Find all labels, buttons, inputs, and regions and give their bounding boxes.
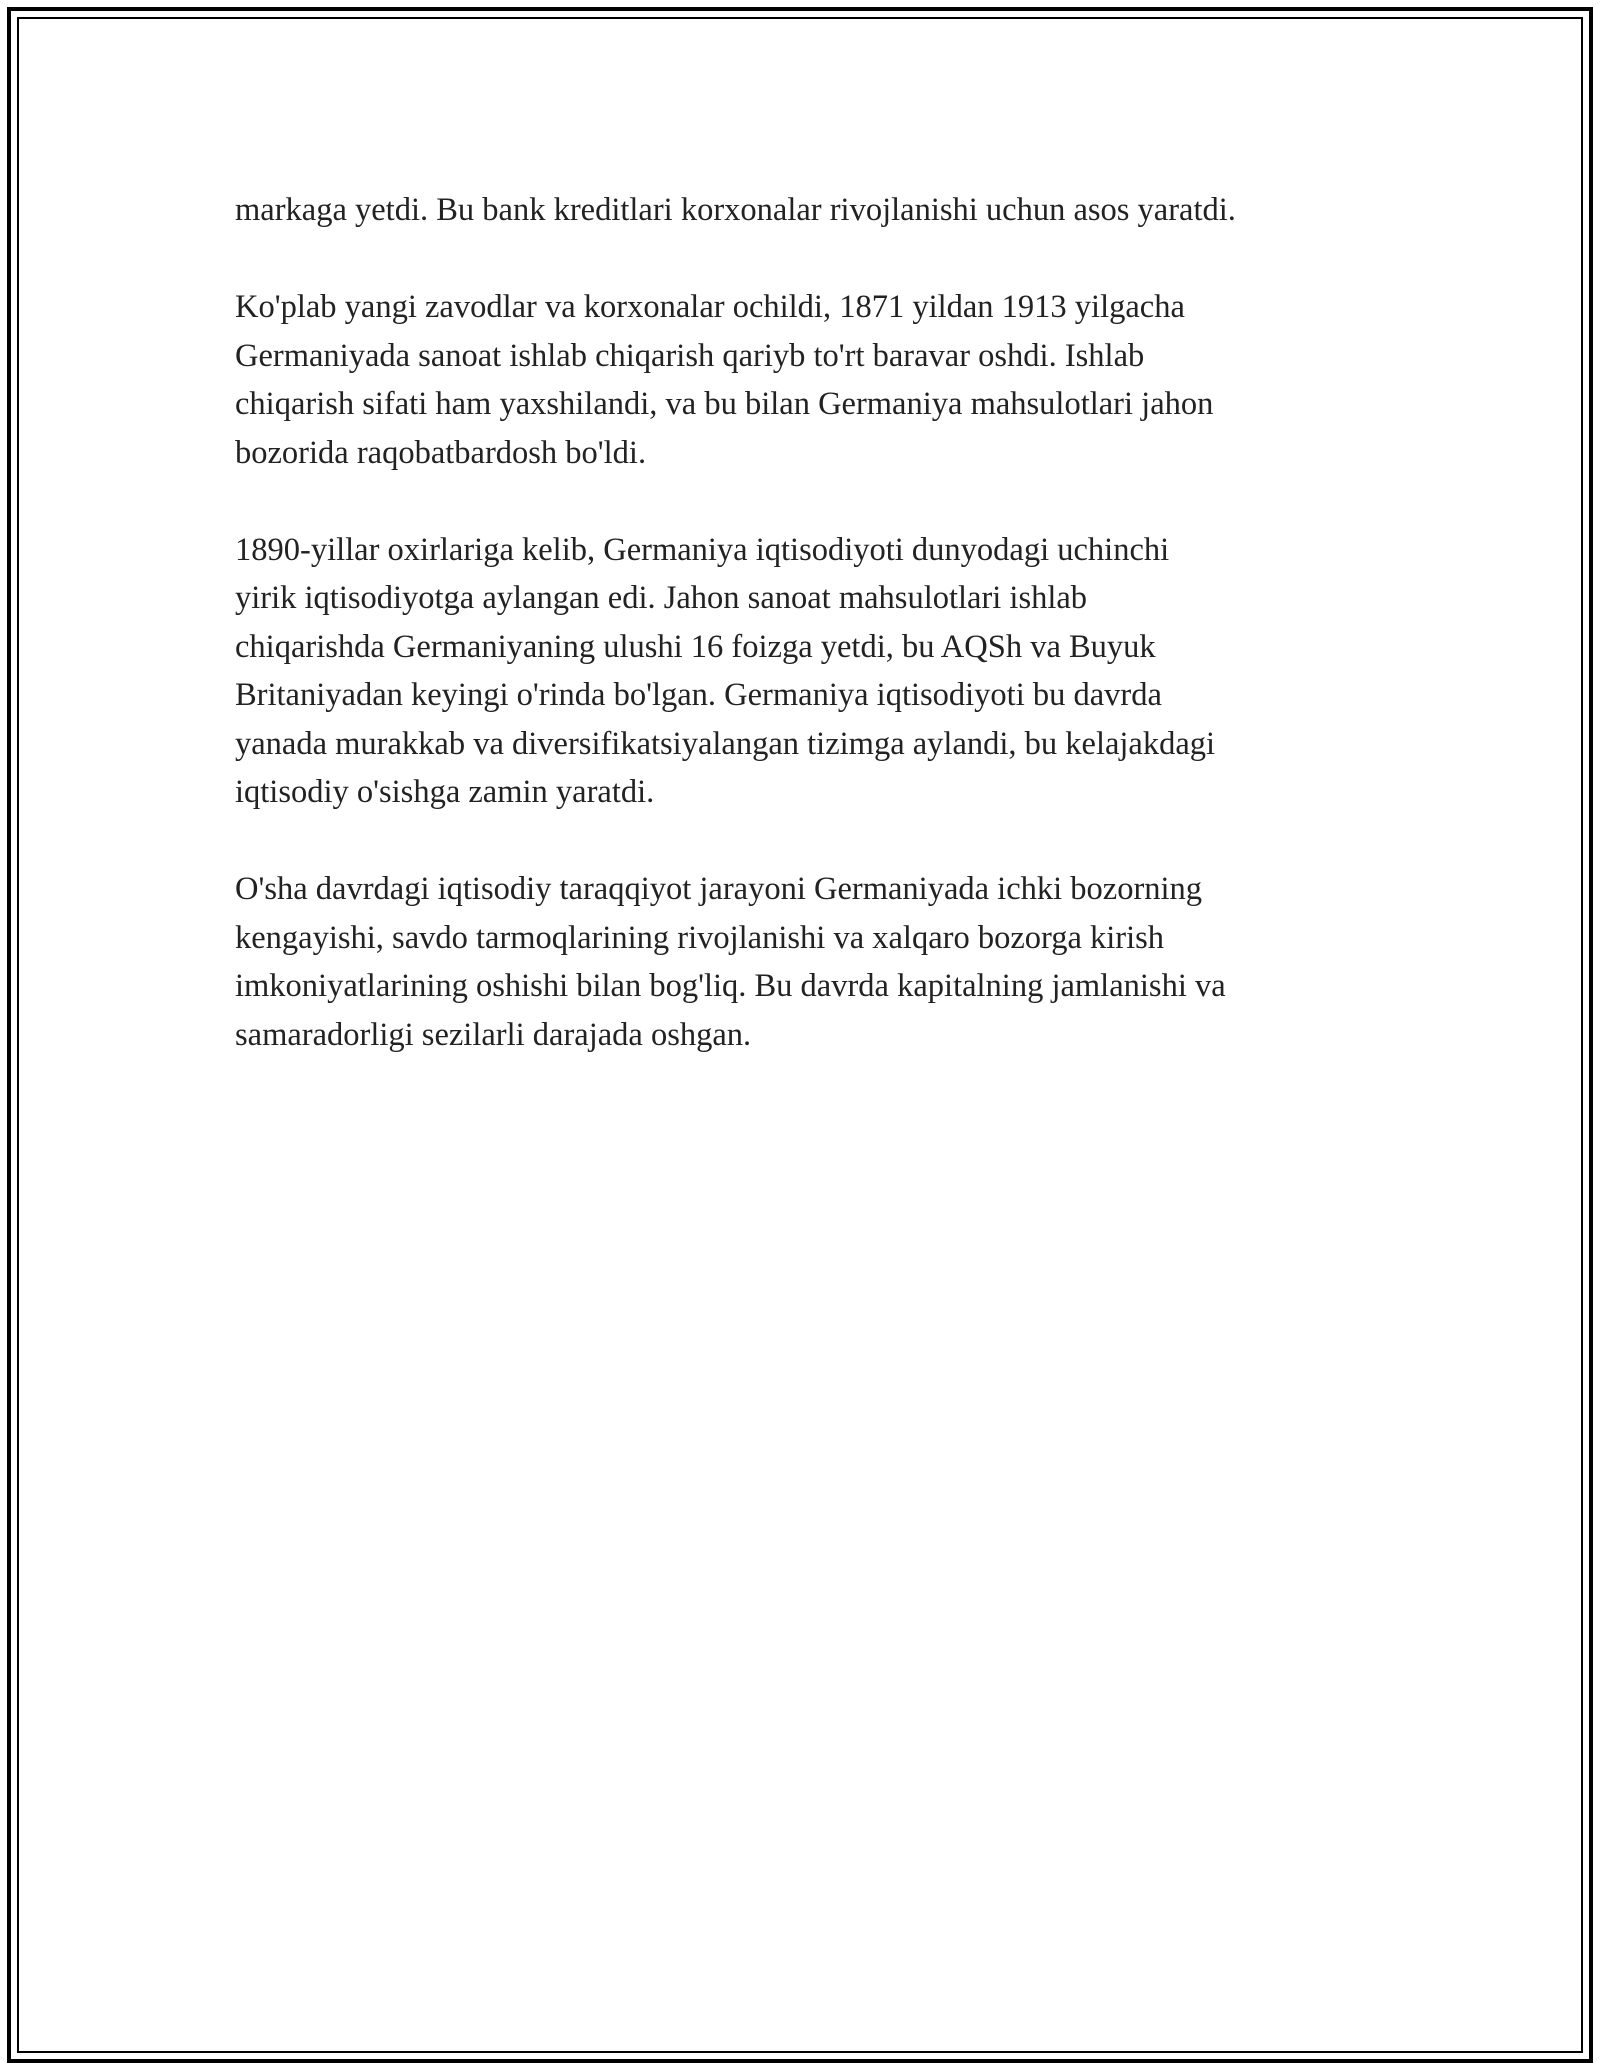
paragraph-3: 1890-yillar oxirlariga kelib, Germaniya iqtisodiyoti dunyodagi uchinchi yirik iqtisodiyotga aylangan edi. Jahon sanoat mahsulotlari ishlab chiqarishda Germaniyaning ulushi 16 foizga yetdi, bu AQSh va Buyuk Britaniyadan keyingi o'rinda bo'lgan. Germaniya iqtisodiyoti bu davrda yanada murakkab va diversifikatsiyalangan tizimga aylandi, bu kelajakdagi iqtisodiy o'sishga zamin yaratdi. [235,531,1216,810]
paragraph-1: markaga yetdi. Bu bank kreditlari korxonalar rivojlanishi uchun asos yaratdi. [235,192,1236,228]
paragraph-4: O'sha davrdagi iqtisodiy taraqqiyot jarayoni Germaniyada ichki bozorning kengayishi, savdo tarmoqlarining rivojlanishi va xalqaro bozorga kirish imkoniyatlarining oshishi bilan bog'liq. Bu davrda kapitalning jamlanishi va samaradorligi sezilarli darajada oshgan. [235,871,1226,1053]
paragraph-2: Ko'plab yangi zavodlar va korxonalar ochildi, 1871 yildan 1913 yilgacha Germaniyada sanoat ishlab chiqarish qariyb to'rt baravar oshdi. Ishlab chiqarish sifati ham yaxshilandi, va bu bilan Germaniya mahsulotlari jahon bozorida raqobatbardosh bo'ldi. [235,289,1214,471]
document-body [235,186,1385,1108]
